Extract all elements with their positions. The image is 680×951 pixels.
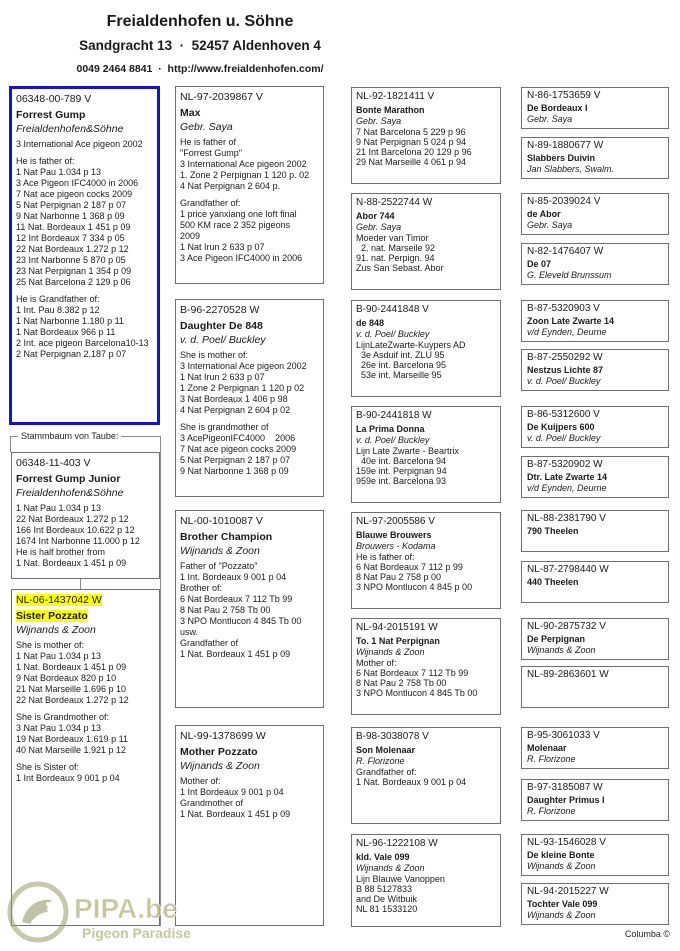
- pedigree-g4-6[interactable]: [521, 349, 669, 391]
- result-line: 3 NPO Montlucon 4 845 Tb 00: [356, 688, 478, 698]
- bird-results: [16, 640, 155, 784]
- ring-number: NL-06-1437042 W: [16, 594, 102, 606]
- result-line: 22 Nat Bordeaux 1.272 p 12: [16, 695, 129, 705]
- result-line: Father of "Pozzato": [180, 561, 258, 571]
- pedigree-g4-11[interactable]: [521, 618, 669, 660]
- bird-name: De Perpignan: [527, 634, 586, 644]
- result-line: 2 Nat Perpignan 2.187 p 07: [16, 349, 127, 359]
- bird-owner: v/d Eynden, Deurne: [527, 327, 607, 337]
- pedigree-dam[interactable]: [175, 299, 324, 497]
- result-line: Zus San Sebast. Abor: [356, 263, 444, 273]
- result-line: 7 Nat ace pigeon cocks 2009: [16, 189, 133, 199]
- result-line: 5 Nat Perpignan 2 187 p 07: [16, 200, 127, 210]
- ring-number: B-87-5320902 W: [527, 459, 603, 470]
- bird-owner: v. d. Poel/ Buckley: [356, 435, 430, 445]
- result-line: She is Grandmother of:: [16, 712, 110, 722]
- bird-results: [356, 658, 496, 698]
- result-line: 959e int. Barcelona 93: [356, 476, 447, 486]
- ring-number: B-86-5312600 V: [527, 409, 600, 420]
- pedigree-main-bird[interactable]: [9, 86, 160, 425]
- pedigree-g3-4[interactable]: [351, 406, 501, 503]
- result-line: 53e int. Marseille 95: [356, 370, 442, 380]
- pedigree-junior[interactable]: [11, 452, 160, 579]
- bird-owner: Wijnands & Zoon: [356, 863, 425, 873]
- result-line: 91. nat. Perpign. 94: [356, 253, 435, 263]
- pedigree-g4-10[interactable]: [521, 561, 669, 603]
- result-line: 8 Nat Pau 2 758 Tb 00: [356, 678, 447, 688]
- result-line: She is mother of:: [16, 640, 85, 650]
- bird-owner: Wijnands & Zoon: [180, 760, 260, 772]
- bird-results: [16, 139, 153, 360]
- result-line: 3 International Ace pigeon 2002: [16, 139, 143, 149]
- result-line: 1674 Int Narbonne 11.000 p 12: [16, 536, 140, 546]
- result-line: 8 Nat Pau 2 758 p 00: [356, 572, 442, 582]
- ring-number: NL-97-2005586 V: [356, 516, 435, 527]
- bird-results: [356, 127, 496, 167]
- result-line: She is mother of:: [180, 350, 249, 360]
- bird-name: Nestzus Lichte 87: [527, 365, 604, 375]
- result-line: 1 Nat Irun 2 633 p 07: [180, 242, 265, 252]
- bird-name: To. 1 Nat Perpignan: [356, 636, 440, 646]
- result-line: 8 Nat Pau 2 758 Tb 00: [180, 605, 271, 615]
- pedigree-g4-15[interactable]: [521, 834, 669, 876]
- result-line: 1 Nat. Bordeaux 1 451 p 09: [16, 662, 127, 672]
- bird-name: kld. Vale 099: [356, 852, 410, 862]
- ring-number: B-90-2441848 V: [356, 304, 429, 315]
- ring-number: NL-94-2015191 W: [356, 622, 438, 633]
- bird-results: [356, 767, 496, 787]
- pedigree-g4-14[interactable]: [521, 779, 669, 821]
- result-line: 9 Nat Narbonne 1 368 p 09: [180, 466, 289, 476]
- result-line: 2. nat. Marseile 92: [356, 243, 436, 253]
- bird-results: [356, 874, 496, 914]
- pedigree-sire[interactable]: [175, 86, 324, 284]
- bird-owner: v. d. Poel/ Buckley: [527, 376, 601, 386]
- result-line: 11 Nat. Bordeaux 1 451 p 09: [16, 222, 131, 232]
- result-line: Grandfather of: [180, 638, 239, 648]
- ring-number: NL-87-2798440 W: [527, 564, 609, 575]
- bird-name: Mother Pozzato: [180, 746, 258, 758]
- result-line: She is grandmother of: [180, 422, 269, 432]
- result-line: 3 Nat Bordeaux 1 406 p 98: [180, 394, 288, 404]
- bird-owner: Wijnands & Zoon: [527, 861, 596, 871]
- bird-owner: Brouwers - Kodama: [356, 541, 436, 551]
- bird-name: De 07: [527, 259, 552, 269]
- bird-owner: R. Florizone: [527, 754, 576, 764]
- bird-results: [356, 340, 496, 380]
- result-line: 40 Nat Marseille 1.921 p 12: [16, 745, 127, 755]
- ring-number: B-95-3061033 V: [527, 730, 600, 741]
- result-line: 7 Nat Barcelona 5 229 p 96: [356, 127, 466, 137]
- result-line: 1. Zone 2 Perpignan 1 120 p. 02: [180, 170, 310, 180]
- result-line: 159e int. Perpignan 94: [356, 466, 447, 476]
- pedigree-g3-1[interactable]: [351, 87, 501, 184]
- bird-owner: v. d. Poel/ Buckley: [180, 334, 266, 346]
- bird-name: Molenaar: [527, 743, 567, 753]
- result-line: 1 Nat Irun 2 633 p 07: [180, 372, 265, 382]
- result-line: 23 Int Narbonne 5 870 p 05: [16, 255, 126, 265]
- bird-owner: Gebr. Saya: [527, 114, 573, 124]
- bird-owner: Wijnands & Zoon: [356, 647, 425, 657]
- pedigree-g4-13[interactable]: [521, 727, 669, 769]
- bird-name: de Abor: [527, 209, 561, 219]
- result-line: Moeder van Timor: [356, 233, 429, 243]
- result-line: 3 International Ace pigeon 2002: [180, 361, 307, 371]
- result-line: 21 Int Barcelona 20 129 p 96: [356, 147, 472, 157]
- result-line: 22 Nat Bordeaux 1.272 p 12: [16, 244, 129, 254]
- bird-name: Sister Pozzato: [16, 610, 88, 622]
- bird-owner: G. Eleveld Brunssum: [527, 270, 612, 280]
- pedigree-g4-4[interactable]: [521, 243, 669, 285]
- result-line: 1 Nat Pau 1.034 p 13: [16, 167, 102, 177]
- bird-owner: Wijnands & Zoon: [180, 545, 260, 557]
- ring-number: NL-96-1222108 W: [356, 838, 438, 849]
- result-line: 2 Int. ace pigeon Barcelona10-13: [16, 338, 149, 348]
- bird-name: De Bordeaux I: [527, 103, 588, 113]
- result-line: 21 Nat Marseille 1.696 p 10: [16, 684, 127, 694]
- pedigree-g4-8[interactable]: [521, 456, 669, 498]
- bird-owner: Gebr. Saya: [527, 220, 573, 230]
- bird-name: La Prima Donna: [356, 424, 425, 434]
- result-line: 23 Nat Perpignan 1 354 p 09: [16, 266, 132, 276]
- ring-number: 06348-11-403 V: [16, 457, 91, 469]
- bird-owner: Wijnands & Zoon: [527, 910, 596, 920]
- bird-results: [356, 233, 496, 273]
- result-line: 6 Nat Bordeaux 7 112 Tb 99: [180, 594, 293, 604]
- ring-number: B-87-2550292 W: [527, 352, 603, 363]
- pedigree-g4-12[interactable]: [521, 666, 669, 708]
- result-line: Grandfather of:: [180, 198, 241, 208]
- ring-number: NL-92-1821411 V: [356, 91, 435, 102]
- result-line: LijnLateZwarte-Kuypers AD: [356, 340, 466, 350]
- pedigree-g4-2[interactable]: [521, 137, 669, 179]
- result-line: 1 Int Bordeaux 9 001 p 04: [16, 773, 120, 783]
- pipa-logo: [4, 878, 204, 946]
- bird-name: Dtr. Late Zwarte 14: [527, 472, 608, 482]
- result-line: 2009: [180, 231, 201, 241]
- result-line: 22 Nat Bordeaux 1.272 p 12: [16, 514, 129, 524]
- result-line: 40e int. Barcelona 94: [356, 456, 447, 466]
- pedigree-g4-16[interactable]: [521, 883, 669, 925]
- bird-owner: v. d. Poel/ Buckley: [356, 329, 430, 339]
- ring-number: B-98-3038078 V: [356, 731, 429, 742]
- pedigree-g3-5[interactable]: [351, 512, 501, 609]
- ring-number: NL-99-1378699 W: [180, 730, 266, 742]
- pedigree-g4-9[interactable]: [521, 510, 669, 552]
- result-line: 25 Nat Barcelona 2 129 p 06: [16, 277, 131, 287]
- result-line: 1 Nat. Bordeaux 1 451 p 09: [180, 649, 291, 659]
- pedigree-sister-sire[interactable]: [175, 510, 324, 708]
- result-line: Mother of:: [180, 776, 221, 786]
- ring-number: N-82-1476407 W: [527, 246, 604, 257]
- ring-number: N-85-2039024 V: [527, 196, 601, 207]
- bird-owner: v/d Eynden, Deurne: [527, 483, 607, 493]
- result-line: 1 Nat Pau 1.034 p 13: [16, 651, 102, 661]
- bird-name: 440 Theelen: [527, 577, 579, 587]
- stammbaum-label: Stammbaum von Taube:: [18, 431, 121, 441]
- result-line: 1 Nat. Bordeaux 9 001 p 04: [356, 777, 467, 787]
- result-line: 1 Nat. Bordeaux 1 451 p 09: [180, 809, 291, 819]
- bird-name: de 848: [356, 318, 385, 328]
- breeder-name: Freialdenhofen u. Söhne: [106, 13, 294, 30]
- result-line: Grandfather of:: [356, 767, 417, 777]
- result-line: Mother of:: [356, 658, 397, 668]
- logo-sub-text: Pigeon Paradise: [82, 925, 191, 941]
- bird-owner: R. Florizone: [527, 806, 576, 816]
- result-line: He is father of: [180, 137, 237, 147]
- ring-number: N-86-1753659 V: [527, 90, 601, 101]
- bird-name: Abor 744: [356, 211, 395, 221]
- result-line: 9 Nat Bordeaux 820 p 10: [16, 673, 117, 683]
- result-line: 1 price yanxiang one loft final: [180, 209, 297, 219]
- bird-name: Blauwe Brouwers: [356, 530, 432, 540]
- bird-owner: Freialdenhofen&Söhne: [16, 123, 124, 135]
- result-line: 1 Nat Narbonne 1.180 p 11: [16, 316, 124, 326]
- ring-number: N-88-2522744 W: [356, 197, 433, 208]
- result-line: and De Witbuik: [356, 894, 418, 904]
- result-line: Grandmother of: [180, 798, 244, 808]
- pedigree-g4-1[interactable]: [521, 87, 669, 129]
- pedigree-g3-3[interactable]: [351, 300, 501, 397]
- result-line: 5 Nat Perpignan 2 187 p 07: [180, 455, 291, 465]
- bird-results: [180, 350, 319, 477]
- result-line: 3 International Ace pigeon 2002: [180, 159, 307, 169]
- result-line: 166 Int Bordeaux 10.622 p 12: [16, 525, 135, 535]
- bird-owner: v. d. Poel/ Buckley: [527, 433, 601, 443]
- credit-text: Columba ©: [624, 929, 670, 939]
- ring-number: N-89-1880677 W: [527, 140, 604, 151]
- ring-number: NL-00-1010087 V: [180, 515, 263, 527]
- result-line: 3 AcePigeonIFC4000 2006: [180, 433, 296, 443]
- result-line: 9 Nat Perpignan 5 024 p 94: [356, 137, 467, 147]
- stammbaum-frame-left: [10, 436, 11, 452]
- bird-name: Slabbers Duivin: [527, 153, 596, 163]
- result-line: usw.: [180, 627, 199, 637]
- result-line: 4 Nat Perpignan 2 604 p 02: [180, 405, 291, 415]
- bird-name: Daughter Primus I: [527, 795, 605, 805]
- bird-name: Max: [180, 107, 201, 119]
- bird-name: Son Molenaar: [356, 745, 416, 755]
- ring-number: B-97-3185087 W: [527, 782, 603, 793]
- result-line: 3e Asduif int. ZLU 95: [356, 350, 445, 360]
- result-line: 500 KM race 2 352 pigeons: [180, 220, 291, 230]
- bird-name: Tochter Vale 099: [527, 899, 598, 909]
- stammbaum-frame-right: [160, 436, 161, 926]
- result-line: 4 Nat Perpignan 2 604 p.: [180, 181, 281, 191]
- bird-name: 790 Theelen: [527, 526, 579, 536]
- bird-results: [16, 503, 155, 569]
- pedigree-sister-pozzato[interactable]: [11, 589, 160, 926]
- result-line: 3 Nat Pau 1.034 p 13: [16, 723, 102, 733]
- pedigree-g3-8[interactable]: [351, 834, 501, 927]
- logo-main-text: PIPA.be: [74, 893, 178, 924]
- result-line: He is half brother from: [16, 547, 106, 557]
- result-line: 7 Nat ace pigeon cocks 2009: [180, 444, 297, 454]
- ring-number: B-90-2441818 W: [356, 410, 432, 421]
- result-line: Brother of:: [180, 583, 223, 593]
- bird-owner: Wijnands & Zoon: [527, 645, 596, 655]
- bird-owner: R. Florizone: [356, 756, 405, 766]
- bird-results: [356, 446, 496, 486]
- pedigree-g3-2[interactable]: [351, 193, 501, 290]
- bird-owner: Freialdenhofen&Söhne: [16, 487, 124, 499]
- result-line: 3 Ace Pigeon IFC4000 in 2006: [16, 178, 139, 188]
- bird-owner: Gebr. Saya: [356, 116, 402, 126]
- ring-number: NL-88-2381790 V: [527, 513, 606, 524]
- bird-name: Zoon Late Zwarte 14: [527, 316, 615, 326]
- bird-name: Daughter De 848: [180, 320, 263, 332]
- result-line: 1 Nat Pau 1.034 p 13: [16, 503, 102, 513]
- breeder-contact: 0049 2464 8841 · http://www.freialdenhofen.com/: [76, 63, 324, 75]
- bird-results: [180, 776, 319, 820]
- pigeon-icon: [10, 884, 66, 940]
- bird-results: [356, 552, 496, 592]
- result-line: 6 Nat Bordeaux 7 112 p 99: [356, 562, 463, 572]
- result-line: 1 Int Bordeaux 9 001 p 04: [180, 787, 284, 797]
- result-line: 1 Zone 2 Perpignan 1 120 p 02: [180, 383, 305, 393]
- bird-owner: Gebr. Saya: [356, 222, 402, 232]
- bird-owner: Jan Slabbers, Swalm.: [527, 164, 615, 174]
- result-line: 9 Nat Narbonne 1 368 p 09: [16, 211, 125, 221]
- bird-name: Brother Champion: [180, 531, 273, 543]
- result-line: 3 NPO Montlucon 4 845 p 00: [356, 582, 473, 592]
- bird-name: Forrest Gump Junior: [16, 473, 121, 485]
- pedigree-g3-7[interactable]: [351, 727, 501, 824]
- result-line: 1 Int. Bordeaux 9 001 p 04: [180, 572, 287, 582]
- ring-number: NL-93-1546028 V: [527, 837, 606, 848]
- bird-name: Forrest Gump: [16, 109, 86, 121]
- result-line: B 88 5127833: [356, 884, 413, 894]
- bird-owner: Gebr. Saya: [180, 121, 233, 133]
- bird-name: De kleine Bonte: [527, 850, 595, 860]
- result-line: He is father of:: [356, 552, 415, 562]
- ring-number: 06348-00-789 V: [16, 93, 92, 105]
- result-line: 1 Nat. Bordeaux 1 451 p 09: [16, 558, 127, 568]
- bird-results: [180, 137, 319, 264]
- bird-name: Bonte Marathon: [356, 105, 425, 115]
- result-line: "Forrest Gump": [180, 148, 242, 158]
- ring-number: NL-94-2015227 W: [527, 886, 609, 897]
- result-line: She is Sister of:: [16, 762, 80, 772]
- result-line: Lijn Late Zwarte - Beartrix: [356, 446, 460, 456]
- result-line: 1 Nat Bordeaux 966 p 11: [16, 327, 116, 337]
- result-line: 29 Nat Marseille 4 061 p 94: [356, 157, 467, 167]
- ring-number: B-87-5320903 V: [527, 303, 600, 314]
- result-line: 6 Nat Bordeaux 7 112 Tb 99: [356, 668, 469, 678]
- result-line: Lijn Blauwe Vanoppen: [356, 874, 445, 884]
- result-line: 12 Int Bordeaux 7 334 p 05: [16, 233, 125, 243]
- result-line: 3 NPO Montlucon 4 845 Tb 00: [180, 616, 302, 626]
- pedigree-g3-6[interactable]: [351, 618, 501, 715]
- result-line: 26e int. Barcelona 95: [356, 360, 447, 370]
- ring-number: NL-97-2039867 V: [180, 91, 263, 103]
- ring-number: NL-89-2863601 W: [527, 669, 609, 680]
- result-line: He is father of:: [16, 156, 75, 166]
- pedigree-g4-7[interactable]: [521, 406, 669, 448]
- result-line: He is Grandfather of:: [16, 294, 100, 304]
- result-line: 3 Ace Pigeon IFC4000 in 2006: [180, 253, 303, 263]
- ring-number: NL-90-2875732 V: [527, 621, 606, 632]
- bird-results: [180, 561, 319, 660]
- bird-name: De Kuijpers 600: [527, 422, 595, 432]
- pedigree-g4-5[interactable]: [521, 300, 669, 342]
- breeder-address: Sandgracht 13 · 52457 Aldenhoven 4: [79, 38, 321, 53]
- result-line: NL 81 1533120: [356, 904, 418, 914]
- ring-number: B-96-2270528 W: [180, 304, 260, 316]
- bird-owner: Wijnands & Zoon: [16, 624, 96, 636]
- result-line: 19 Nat Bordeaux 1.619 p 11: [16, 734, 128, 744]
- pedigree-g4-3[interactable]: [521, 193, 669, 235]
- result-line: 1 Int. Pau 8.382 p 12: [16, 305, 100, 315]
